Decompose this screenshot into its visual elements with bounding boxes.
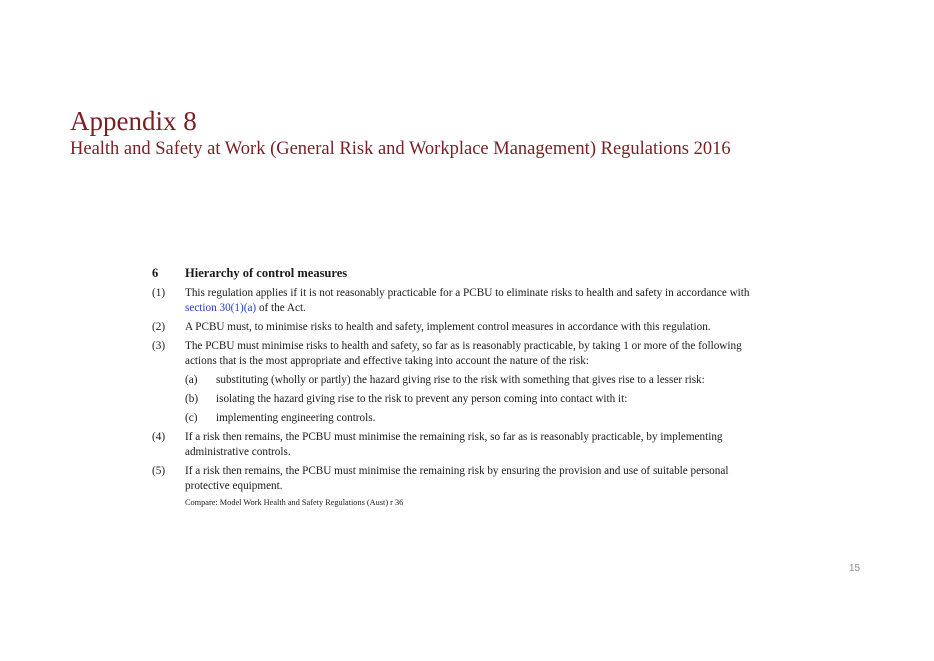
- paragraph-4: [152, 430, 772, 460]
- subparagraph-a: [185, 373, 772, 388]
- paragraph-label: (1): [152, 287, 166, 299]
- paragraph-label: (3): [152, 340, 166, 352]
- subparagraph-b: [185, 392, 772, 407]
- paragraph-label: (4): [152, 431, 166, 443]
- subparagraph-label: (c): [185, 412, 198, 424]
- page-number: 15: [849, 563, 861, 574]
- paragraph-5: [152, 464, 772, 494]
- paragraph-1: [152, 286, 772, 316]
- paragraph-text: A PCBU must, to minimise risks to health and safety, implement control measures in accordance with this regulation.: [185, 321, 711, 333]
- appendix-subtitle: Health and Safety at Work (General Risk and Workplace Management) Regulations 2016: [70, 139, 731, 159]
- regulation-title: Hierarchy of control measures: [185, 266, 348, 280]
- subparagraph-text: implementing engineering controls.: [216, 412, 376, 424]
- paragraph-text-part: This regulation applies if it is not reasonably practicable for a PCBU to eliminate risks to health and safety in accordance with: [185, 287, 750, 299]
- paragraph-label: (2): [152, 321, 166, 333]
- subparagraph-c: [185, 411, 772, 426]
- paragraph-text: [185, 286, 772, 316]
- subparagraph-label: (b): [185, 393, 199, 405]
- paragraph-text-part: of the Act.: [256, 302, 306, 314]
- paragraph-text: The PCBU must minimise risks to health and safety, so far as is reasonably practicable, by taking 1 or more of the following actions that is the most appropriate and effective taking into account the nature of the risk:: [185, 340, 742, 367]
- paragraph-label: (5): [152, 465, 166, 477]
- subparagraph-text: isolating the hazard giving rise to the risk to prevent any person coming into contact with it:: [216, 393, 628, 405]
- paragraph-text: If a risk then remains, the PCBU must minimise the remaining risk, so far as is reasonably practicable, by implementing administrative controls.: [185, 431, 723, 458]
- paragraph-2: [152, 320, 772, 335]
- section-link[interactable]: section 30(1)(a): [185, 302, 257, 314]
- subparagraph-label: (a): [185, 374, 198, 386]
- paragraph-text: If a risk then remains, the PCBU must minimise the remaining risk by ensuring the provision and use of suitable personal protective equipment.: [185, 465, 729, 492]
- regulation-number: 6: [152, 266, 159, 280]
- paragraph-3: [152, 339, 772, 369]
- subparagraph-text: substituting (wholly or partly) the hazard giving rise to the risk with something that gives rise to a lesser risk:: [216, 374, 705, 386]
- compare-note: Compare: Model Work Health and Safety Regulations (Aust) r 36: [185, 498, 404, 507]
- appendix-title: Appendix 8: [70, 106, 197, 136]
- regulation-excerpt: [152, 266, 772, 509]
- regulation-heading: [152, 266, 772, 281]
